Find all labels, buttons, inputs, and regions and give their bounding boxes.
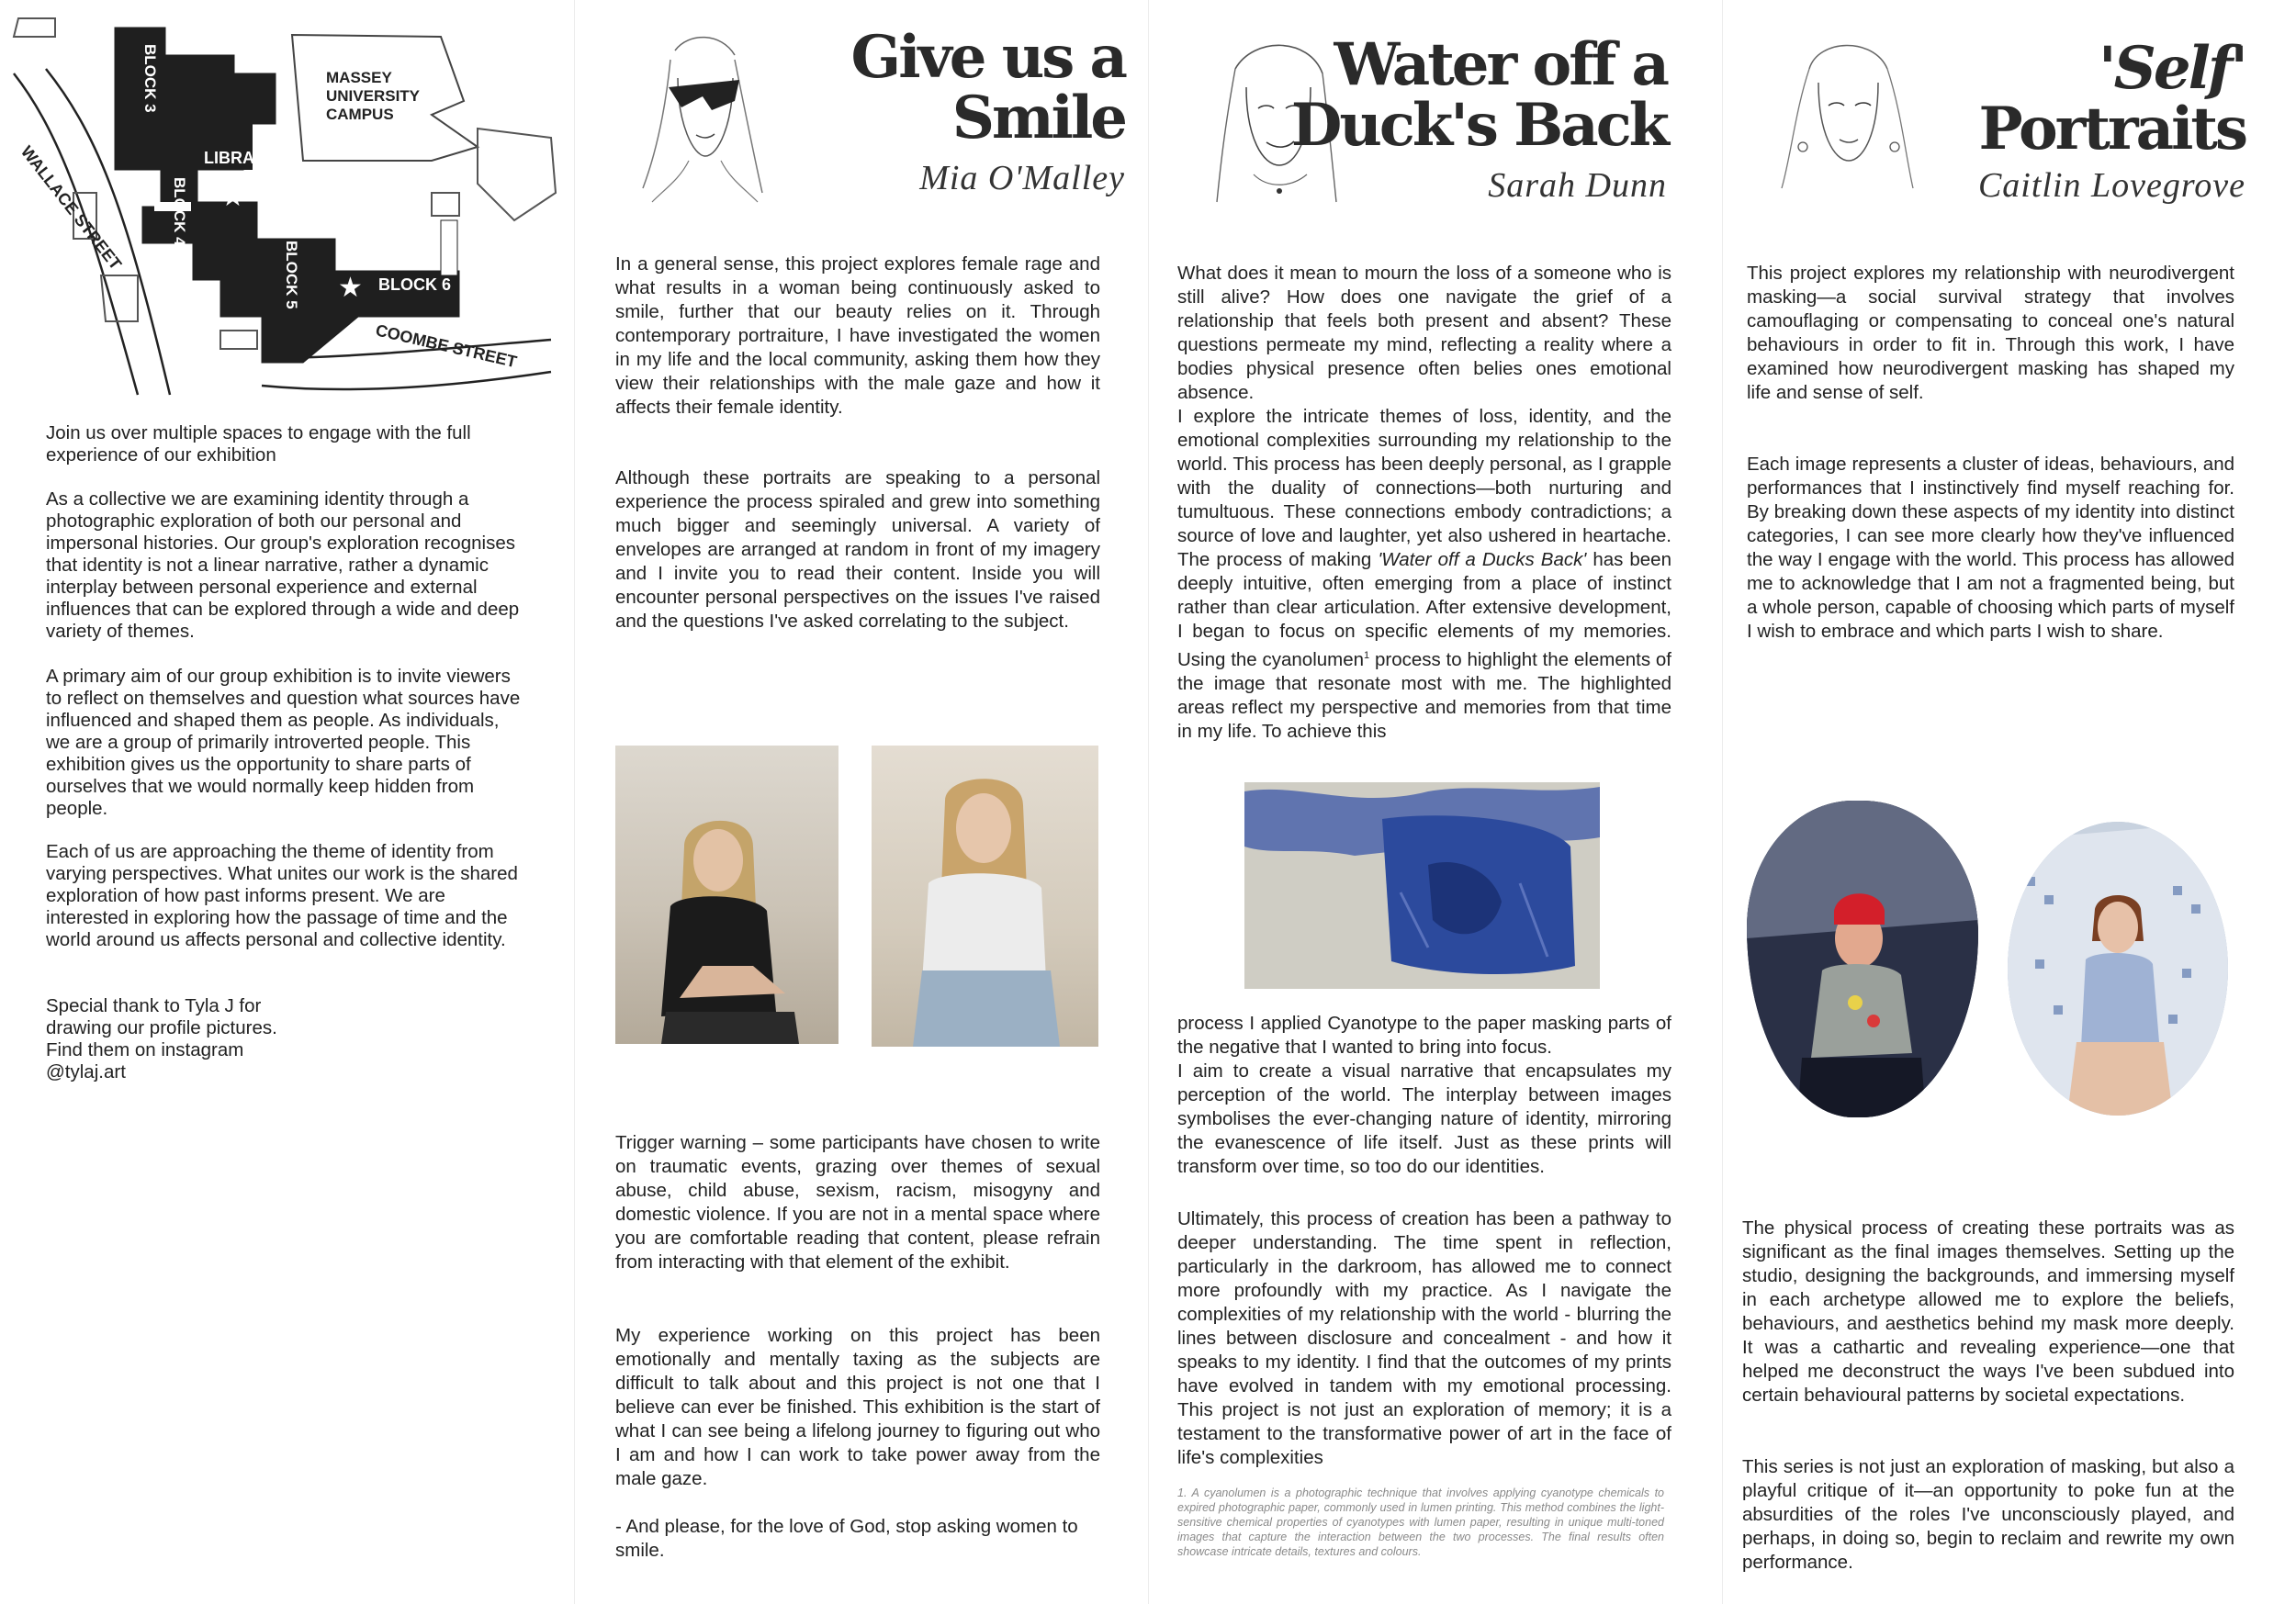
sarah-panel [1148,0,1722,1604]
sarah-paragraph-2b: I aim to create a visual narrative that encapsulates my perception of the world. The interplay between images symbolises the ever-changing nature of identity, mirroring the evanescence of life itself. Just as these prints will transform over time, so too do our identities. [1177,1060,1671,1177]
label-block6: BLOCK 6 [378,275,452,294]
sarah-paragraph-3: Ultimately, this process of creation has been a pathway to deeper understanding. The time spent in reflection, particularly in the darkroom, has allowed me to connect more profoundly with my practice. As I navigate the complexities of my relationship with the world - blurring the lines between disclosure and concealment - and how it speaks to my identity. I find that the outcomes of my prints have evolved in tandem with my emotional processing. This project is not just an exploration of memory; it is a testament to the transformative power of art in the face of life's complexities [1177,1208,1671,1468]
author-sarah: Sarah Dunn [1488,166,1667,205]
title-give-us-a-smile: Give us a Smile [850,23,1125,152]
mia-paragraph-1: In a general sense, this project explores female rage and what results in a woman being continuously asked to smile, further that our beauty relies on it. Through contemporary portraiture, I have investigated the women in my life and the local community, asking them how they view their relationships with the male gaze and how it affects their female identity. [615,253,1100,418]
mia-paragraph-3: Trigger warning – some participants have chosen to write on traumatic events, grazing over themes of sexual abuse, child abuse, sexism, racism, misogyny and domestic violence. If you are not in a mental space where you are comfortable reading that content, please refrain from interacting with that element of the exhibit. [615,1132,1100,1273]
caitlin-panel [1722,0,2296,1604]
mia-paragraph-2: Although these portraits are speaking to a personal experience the process spiraled and grew into something much bigger and seemingly universal. A variety of envelopes are arranged at random in front of my imagery and I invite you to read their content. Inside you will encounter personal perspectives on the issues I've raised and the questions I've asked correlating to the subject. [615,467,1100,632]
coombe-street-edge [262,372,551,389]
caitlin-paragraph-1: This project explores my relationship with neurodivergent masking—a social survival strategy that involves camouflaging or compensating to conceal one's natural behaviours in order to fit in. Through this work, I have examined how neurodivergent masking has shaped my life and sense of self. [1747,263,2234,403]
photo-mia-1 [615,746,838,1044]
intro-paragraph-1: Join us over multiple spaces to engage with the full experience of our exhibition [46,422,471,465]
sarah-paragraph-2a: process I applied Cyanotype to the paper masking parts of the negative that I wanted to bring into focus. [1177,1013,1671,1058]
label-library: LIBRARY [204,149,277,167]
intro-paragraph-5: Special thank to Tyla J for drawing our profile pictures. Find them on instagram @tylaj.art [46,995,277,1082]
label-massey: MASSEY UNIVERSITY CAMPUS [326,69,420,123]
photo-mia-2 [872,746,1098,1047]
intro-paragraph-2: As a collective we are examining identity through a photographic exploration of both our personal and impersonal histories. Our group's exploration recognises that identity is not a linear narrative, rather a dynamic interplay between personal experience and external influences that can be explored through a wide and deep variety of themes. [46,488,520,642]
cyanolumen-footnote: 1. A cyanolumen is a photographic technique that involves applying cyanotype chemicals to expired photographic paper, commonly used in lumen printing. This method combines the light-sensitive chemical properties of cyanotypes with lumen paper, resulting in unique multi-toned images that capture the interaction between the two processes. The final results often showcase intricate details, textures and colours. [1177,1486,1664,1558]
star-marker-library: ★ [220,181,245,213]
sarah-paragraph-1a: What does it mean to mourn the loss of a someone who is still alive? How does one navigate the grief of a relationship that feels both present and absent? These questions permeate my mind, reflecting a reality where a bodies physical presence often belies ones emotional absence. [1177,263,1671,403]
photo-caitlin-2 [2008,822,2228,1116]
label-coombe-street: COOMBE STREET [374,320,519,372]
label-block3: BLOCK 3 [141,44,159,113]
caitlin-paragraph-4: This series is not just an exploration of masking, but also a playful critique of it—an opportunity to poke fun at the absurdities of the roles I've unconsciously played, and perhaps, in doing so, begin to reclaim and rewrite my own performance. [1742,1456,2234,1573]
mia-paragraph-4: My experience working on this project has been emotionally and mentally taxing as the subjects are difficult to talk about and this project is not one that I believe can ever be finished. This exhibition is the start of what I can see being a lifelong journey to figuring out who I am and how I can work to take power away from the male gaze. [615,1325,1100,1489]
portrait-sketch-mia [625,23,776,207]
sarah-paragraph-1b: I explore the intricate themes of loss, identity, and the emotional complexities surrounding my relationship to the world. This process has been deeply personal, as I grapple with the duality of connections—both nurturing and tumultuous. These connections embody contradictions; a source of love and laughter, yet also ushered in heartache. The process of making 'Water off a Ducks Back' has been deeply intuitive, often emerging from a place of instinct rather than clear articulation. After extensive development, I began to focus on specific elements of my memories. Using the cyanolumen$^1$ process to highlight the elements of the image that resonate most with me. The highlighted areas reflect my perspective and memories from that time in my life. To achieve this [1177,406,1671,742]
campus-map [0,0,574,404]
title-water-off-a-ducks-back: Water off a Duck's Back [1290,30,1667,160]
label-wallace-street: WALLACE STREET [17,142,126,274]
title-self-portraits: 'Self' Portraits [1978,34,2245,163]
cyanotype-image [1244,782,1600,989]
caitlin-paragraph-3: The physical process of creating these portraits was as significant as the final images themselves. Setting up the studio, designing the backgrounds, and immersing myself in each archetype allowed me to explore the beliefs, behaviours, and aesthetics behind my mask more deeply. It was a cathartic and revealing experience—one that helped me deconstruct the ways I've been subdued into certain behavioural patterns by societal expectations. [1742,1217,2234,1406]
intro-panel [0,0,574,1604]
author-mia: Mia O'Malley [919,159,1125,197]
mia-panel [574,0,1148,1604]
caitlin-paragraph-2: Each image represents a cluster of ideas, behaviours, and performances that I instinctively find myself reaching for. By breaking down these aspects of my identity into distinct categories, I can see more clearly how they've influenced the way I engage with the world. This process has allowed me to acknowledge that I am not a fragmented being, but a whole person, capable of choosing which parts of myself I wish to embrace and which parts I wish to share. [1747,454,2234,642]
intro-paragraph-4: Each of us are approaching the theme of identity from varying perspectives. What unites our work is the shared exploration of how past informs present. We are interested in exploring how the passage of time and the world around us affects personal and collective identity. [46,841,518,950]
intro-paragraph-3: A primary aim of our group exhibition is to invite viewers to reflect on themselves and question what sources have influenced and shaped them as people. As individuals, we are a group of primarily introverted people. This exhibition gives us the opportunity to share parts of ourselves that we would normally keep hidden from people. [46,666,521,819]
label-block5: BLOCK 5 [283,241,300,309]
star-marker-block6: ★ [338,272,363,304]
photo-caitlin-1 [1747,801,1978,1117]
label-block4: BLOCK 4 [171,177,188,246]
author-caitlin: Caitlin Lovegrove [1977,166,2245,205]
mia-paragraph-5: - And please, for the love of God, stop asking women to smile. [615,1516,1078,1561]
